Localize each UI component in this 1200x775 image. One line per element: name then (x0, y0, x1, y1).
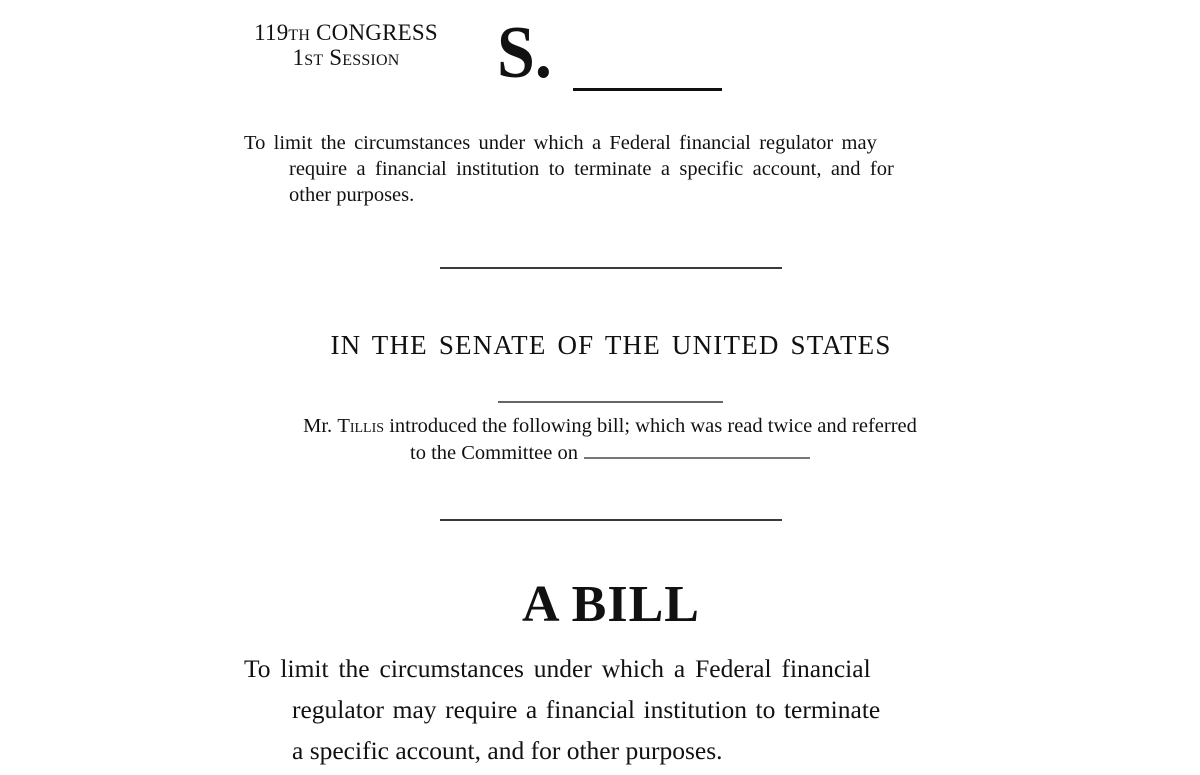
divider-rule (440, 267, 782, 269)
divider-rule-short (498, 401, 723, 403)
congress-suffix: th (288, 20, 311, 45)
long-title-line: a specific account, and for other purposes. (292, 736, 723, 765)
long-title-line: To limit the circumstances under which a Federal financial (244, 654, 871, 683)
introduction-statement (240, 413, 980, 467)
committee-blank (584, 457, 810, 459)
session-number: 1 (292, 45, 305, 70)
congress-session-block (236, 20, 456, 70)
long-title-line: regulator may require a financial institution to terminate (292, 695, 881, 724)
congress-label: CONGRESS (316, 20, 438, 45)
short-title-line: other purposes. (289, 184, 415, 206)
sponsor-name: Tillis (337, 415, 385, 437)
introduction-line-1 (240, 413, 980, 440)
bill-number-blank (573, 88, 722, 91)
chamber-heading: IN THE SENATE OF THE UNITED STATES (330, 330, 892, 360)
divider-rule (440, 519, 782, 521)
committee-text: to the Committee on (410, 442, 578, 464)
session-suffix: st (304, 45, 324, 70)
introduction-line-2 (240, 440, 980, 467)
bill-heading: A BILL (522, 576, 700, 633)
short-title-line: To limit the circumstances under which a Federal financial regulator may (244, 132, 877, 154)
congress-line (236, 20, 456, 45)
bill-number-prefix: S. (497, 12, 552, 94)
short-title-line: require a financial institution to terminate a specific account, and for (289, 158, 894, 180)
introduction-text: introduced the following bill; which was read twice and referred (389, 415, 917, 437)
long-title (244, 648, 976, 771)
session-label: Session (329, 45, 400, 70)
session-line (236, 45, 456, 70)
short-title (244, 130, 980, 208)
honorific: Mr. (303, 415, 333, 437)
congress-number: 119 (254, 20, 289, 45)
